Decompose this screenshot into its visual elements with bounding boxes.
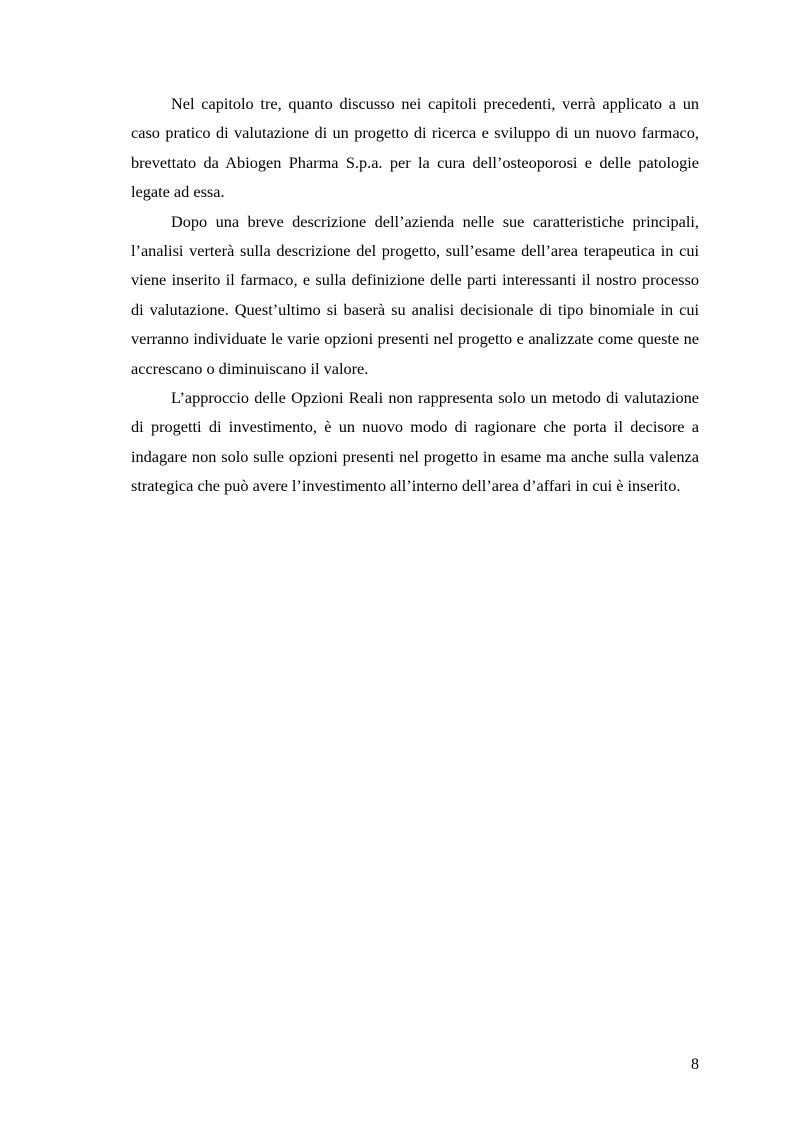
paragraph-1: Nel capitolo tre, quanto discusso nei capitoli precedenti, verrà applicato a un caso pratico di valutazione di un progetto di ricerca e sviluppo di un nuovo farmaco, brevettato da Abiogen Pharma S.p.a. per la cura dell’osteoporosi e delle patologie legate ad essa.: [131, 94, 699, 202]
body-text: [131, 89, 699, 501]
paragraph-2: Dopo una breve descrizione dell’azienda nelle sue caratteristiche principali, l’analisi verterà sulla descrizione del progetto, sull’esame dell’area terapeutica in cui viene inserito il farmaco, e sulla definizione delle parti interessanti il nostro processo di valutazione. Quest’ultimo si baserà su analisi decisionale di tipo binomiale in cui verranno individuate le varie opzioni presenti nel progetto e analizzate come queste ne accrescano o diminuiscano il valore.: [131, 211, 699, 378]
page-number: 8: [691, 1056, 699, 1073]
paragraph-3: L’approccio delle Opzioni Reali non rappresenta solo un metodo di valutazione di progetti di investimento, è un nuovo modo di ragionare che porta il decisore a indagare non solo sulle opzioni presenti nel progetto in esame ma anche sulla valenza strategica che può avere l’investimento all’interno dell’area d’affari in cui è inserito.: [131, 388, 699, 496]
